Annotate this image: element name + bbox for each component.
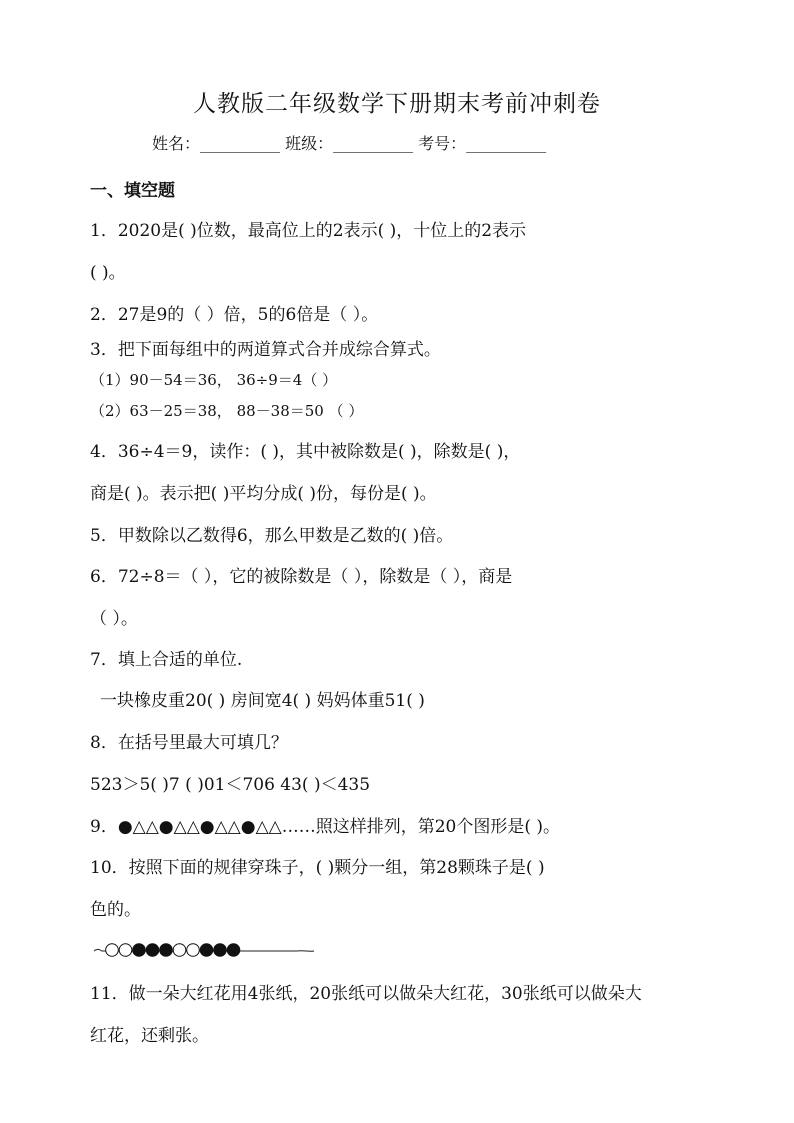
question-4-line-1: 4．36÷4＝9，读作：( )，其中被除数是( )，除数是( )， bbox=[90, 442, 521, 462]
question-11-line-2: 红花，还剩张。 bbox=[90, 1026, 209, 1046]
bead-group bbox=[106, 944, 240, 957]
section-heading: 一、填空题 bbox=[90, 181, 175, 201]
question-6-line-1: 6．72÷8＝（ ），它的被除数是（ ），除数是（ ），商是 bbox=[90, 567, 513, 587]
bead-string-figure bbox=[92, 938, 322, 964]
white-bead bbox=[119, 944, 132, 957]
student-info-fields: 姓名：__________ 班级：__________ 考号：__________ bbox=[152, 134, 547, 153]
question-7: 7．填上合适的单位. bbox=[90, 650, 243, 670]
black-bead bbox=[160, 944, 173, 957]
question-8: 8．在括号里最大可填几？ bbox=[90, 733, 288, 753]
question-1-line-1: 1．2020是( )位数，最高位上的2表示( )，十位上的2表示 bbox=[90, 221, 527, 241]
question-3-part-1: （1）90－54＝36， 36÷9＝4（ ） bbox=[90, 371, 338, 389]
question-6-line-2: （ ）。 bbox=[90, 609, 138, 629]
question-3: 3．把下面每组中的两道算式合并成综合算式。 bbox=[90, 340, 441, 360]
question-3-part-2: （2）63－25＝38， 88－38＝50 （ ） bbox=[90, 402, 364, 420]
question-2: 2．27是9的（ ）倍，5的6倍是（ ）。 bbox=[90, 305, 379, 325]
question-10-line-2: 色的。 bbox=[90, 900, 141, 920]
question-9: 9．●△△●△△●△△●△△……照这样排列，第20个图形是( )。 bbox=[90, 817, 561, 837]
question-8-items: 523＞5( )7 ( )01＜706 43( )＜435 bbox=[90, 775, 371, 795]
black-bead bbox=[214, 944, 227, 957]
black-bead bbox=[146, 944, 159, 957]
white-bead bbox=[187, 944, 200, 957]
white-bead bbox=[173, 944, 186, 957]
black-bead bbox=[227, 944, 240, 957]
question-10-line-1: 10．按照下面的规律穿珠子，( )颗分一组，第28颗珠子是( ) bbox=[90, 858, 545, 878]
question-11-line-1: 11．做一朵大红花用4张纸，20张纸可以做朵大红花，30张纸可以做朵大 bbox=[90, 984, 642, 1004]
black-bead bbox=[200, 944, 213, 957]
white-bead bbox=[106, 944, 119, 957]
question-7-items: 一块橡皮重20( ) 房间宽4( ) 妈妈体重51( ) bbox=[100, 691, 425, 711]
page-title: 人教版二年级数学下册期末考前冲刺卷 bbox=[193, 91, 601, 117]
question-4-line-2: 商是( )。表示把( )平均分成( )份，每份是( )。 bbox=[90, 484, 437, 504]
question-5: 5．甲数除以乙数得6，那么甲数是乙数的( )倍。 bbox=[90, 526, 454, 546]
question-1-line-2: ( )。 bbox=[90, 263, 126, 283]
black-bead bbox=[133, 944, 146, 957]
